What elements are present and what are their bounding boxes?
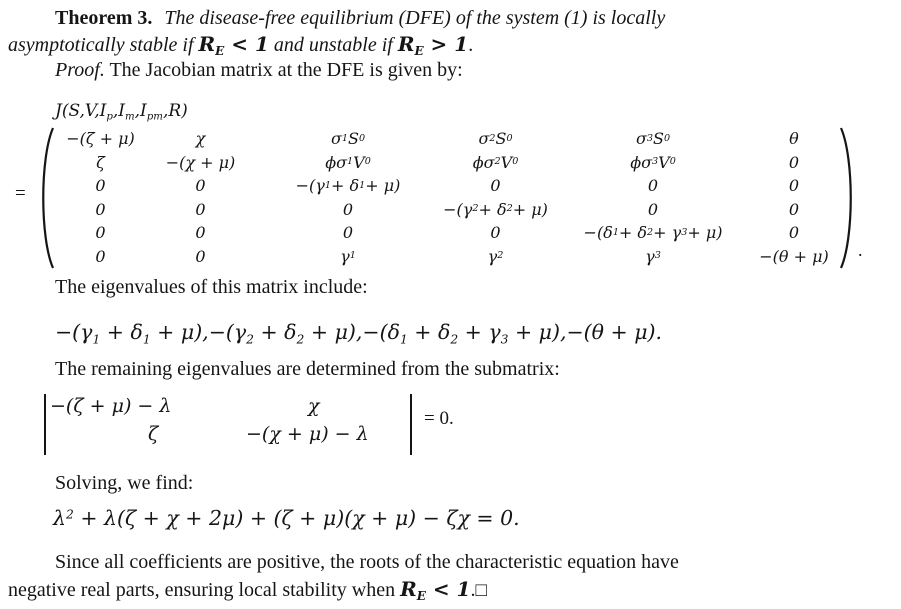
matrix-cell: 0 (95, 176, 106, 196)
matrix-cell: γ 3 (645, 246, 661, 266)
eigenvalues-intro-text: The eigenvalues of this matrix include: (55, 276, 368, 298)
matrix-cell: θ (789, 129, 799, 149)
matrix-cell: γ 1 (340, 246, 356, 266)
eigenvalues-expression: $-(\gamma_1 + \delta_1 + \mu),-(\gamma_2 + \delta_2 + \mu),-(\delta_1 + \delta_2 + \gamma_3 + \mu),-(\theta + \mu)$. (55, 320, 663, 347)
theorem-statement-line2 (8, 31, 473, 58)
determinant-right-bar (410, 394, 412, 455)
matrix-cell: γ 2 (487, 246, 504, 266)
jacobian-matrix (58, 127, 835, 268)
theorem-text-mid: and unstable if (268, 34, 398, 56)
matrix-cell: 0 (788, 199, 800, 219)
theorem-label: Theorem 3. (55, 7, 153, 29)
matrix-cell: 0 (490, 223, 501, 243)
theorem-statement-line1 (55, 5, 665, 31)
determinant-cell-r2c1: ζ (148, 423, 159, 445)
matrix-cell: 0 (195, 246, 206, 266)
matrix-cell: −(γ 1 + δ 1 + μ) (295, 176, 401, 196)
matrix-cell: 0 (95, 223, 106, 243)
matrix-cell: −(ζ + μ) (66, 129, 135, 149)
matrix-cell: −(θ + μ) (759, 246, 829, 266)
equals-sign: = (15, 183, 26, 204)
left-parenthesis (36, 126, 56, 270)
matrix-cell: −(δ 1 + δ 2 + γ 3 + μ) (583, 223, 723, 243)
jacobian-function-label: $J(S,V,I_p,I_m,I_{pm},R)$ (55, 101, 188, 123)
theorem-text: The disease-free equilibrium (DFE) of the system (1) is locally (164, 7, 666, 29)
matrix-cell: σ 1 S 0 (330, 129, 366, 149)
conclusion-text-1: Since all coefficients are positive, the roots of the characteristic equation have (55, 551, 679, 573)
matrix-cell: 0 (490, 176, 501, 196)
matrix-cell: 0 (195, 199, 206, 219)
conclusion-period: . (470, 579, 476, 601)
solving-line (55, 470, 193, 496)
matrix-cell: 0 (342, 199, 354, 219)
matrix-cell: ζ (96, 152, 105, 172)
solving-text: Solving, we find: (55, 472, 194, 494)
matrix-cell: ϕσ 2 V 0 (472, 152, 519, 172)
conclusion-line1 (55, 549, 679, 575)
matrix-cell: 0 (342, 223, 354, 243)
matrix-cell: χ (195, 129, 206, 149)
determinant-cell-r1c2: χ (308, 395, 320, 417)
theorem-text-continued: asymptotically stable if (8, 34, 199, 56)
determinant-equals-zero: = 0. (424, 408, 454, 429)
matrix-cell: 0 (195, 223, 206, 243)
matrix-cell: σ 2 S 0 (478, 129, 513, 149)
proof-label: Proof. (55, 59, 105, 81)
determinant-left-bar (44, 394, 46, 455)
matrix-cell: −(γ 2 + δ 2 + μ) (443, 199, 548, 219)
proof-intro-text: The Jacobian matrix at the DFE is given by: (104, 59, 463, 81)
eigenvalues-intro (55, 274, 368, 300)
proof-intro-line (55, 57, 463, 83)
remaining-eigenvalues-text: The remaining eigenvalues are determined from the submatrix: (55, 358, 560, 380)
matrix-cell: −(χ + μ) (165, 152, 236, 172)
determinant-cell-r2c2: −(χ + μ) − λ (246, 423, 369, 445)
conclusion-text-2: negative real parts, ensuring local stability when (8, 579, 401, 601)
re-final-condition: $R_E < 1$ (400, 577, 471, 604)
matrix-cell: 0 (95, 246, 106, 266)
remaining-eigenvalues-line (55, 356, 560, 382)
right-parenthesis (838, 126, 858, 270)
determinant-cell-r1c1: −(ζ + μ) − λ (50, 395, 172, 417)
matrix-cell: 0 (788, 176, 800, 196)
conclusion-line2 (8, 576, 487, 604)
matrix-cell: σ 3 S 0 (635, 129, 671, 149)
matrix-cell: 0 (195, 176, 206, 196)
re-greater-than-one: $R_E > 1$ (397, 32, 469, 59)
qed-box: □ (475, 580, 487, 601)
matrix-cell: 0 (95, 199, 106, 219)
matrix-cell: ϕσ 3 V 0 (630, 152, 676, 172)
re-less-than-one: $R_E < 1$ (198, 32, 269, 59)
matrix-cell: 0 (647, 199, 659, 219)
sentence-period: . (468, 34, 474, 56)
matrix-cell: 0 (647, 176, 659, 196)
matrix-cell: ϕσ 1 V 0 (325, 152, 371, 172)
characteristic-equation: $\lambda^2 + \lambda(\zeta + \chi + 2\mu) + (\zeta + \mu)(\chi + \mu) - \zeta\chi = 0$. (53, 506, 520, 530)
matrix-trailing-period: . (858, 240, 863, 260)
matrix-cell: 0 (788, 223, 800, 243)
matrix-cell: 0 (788, 152, 800, 172)
